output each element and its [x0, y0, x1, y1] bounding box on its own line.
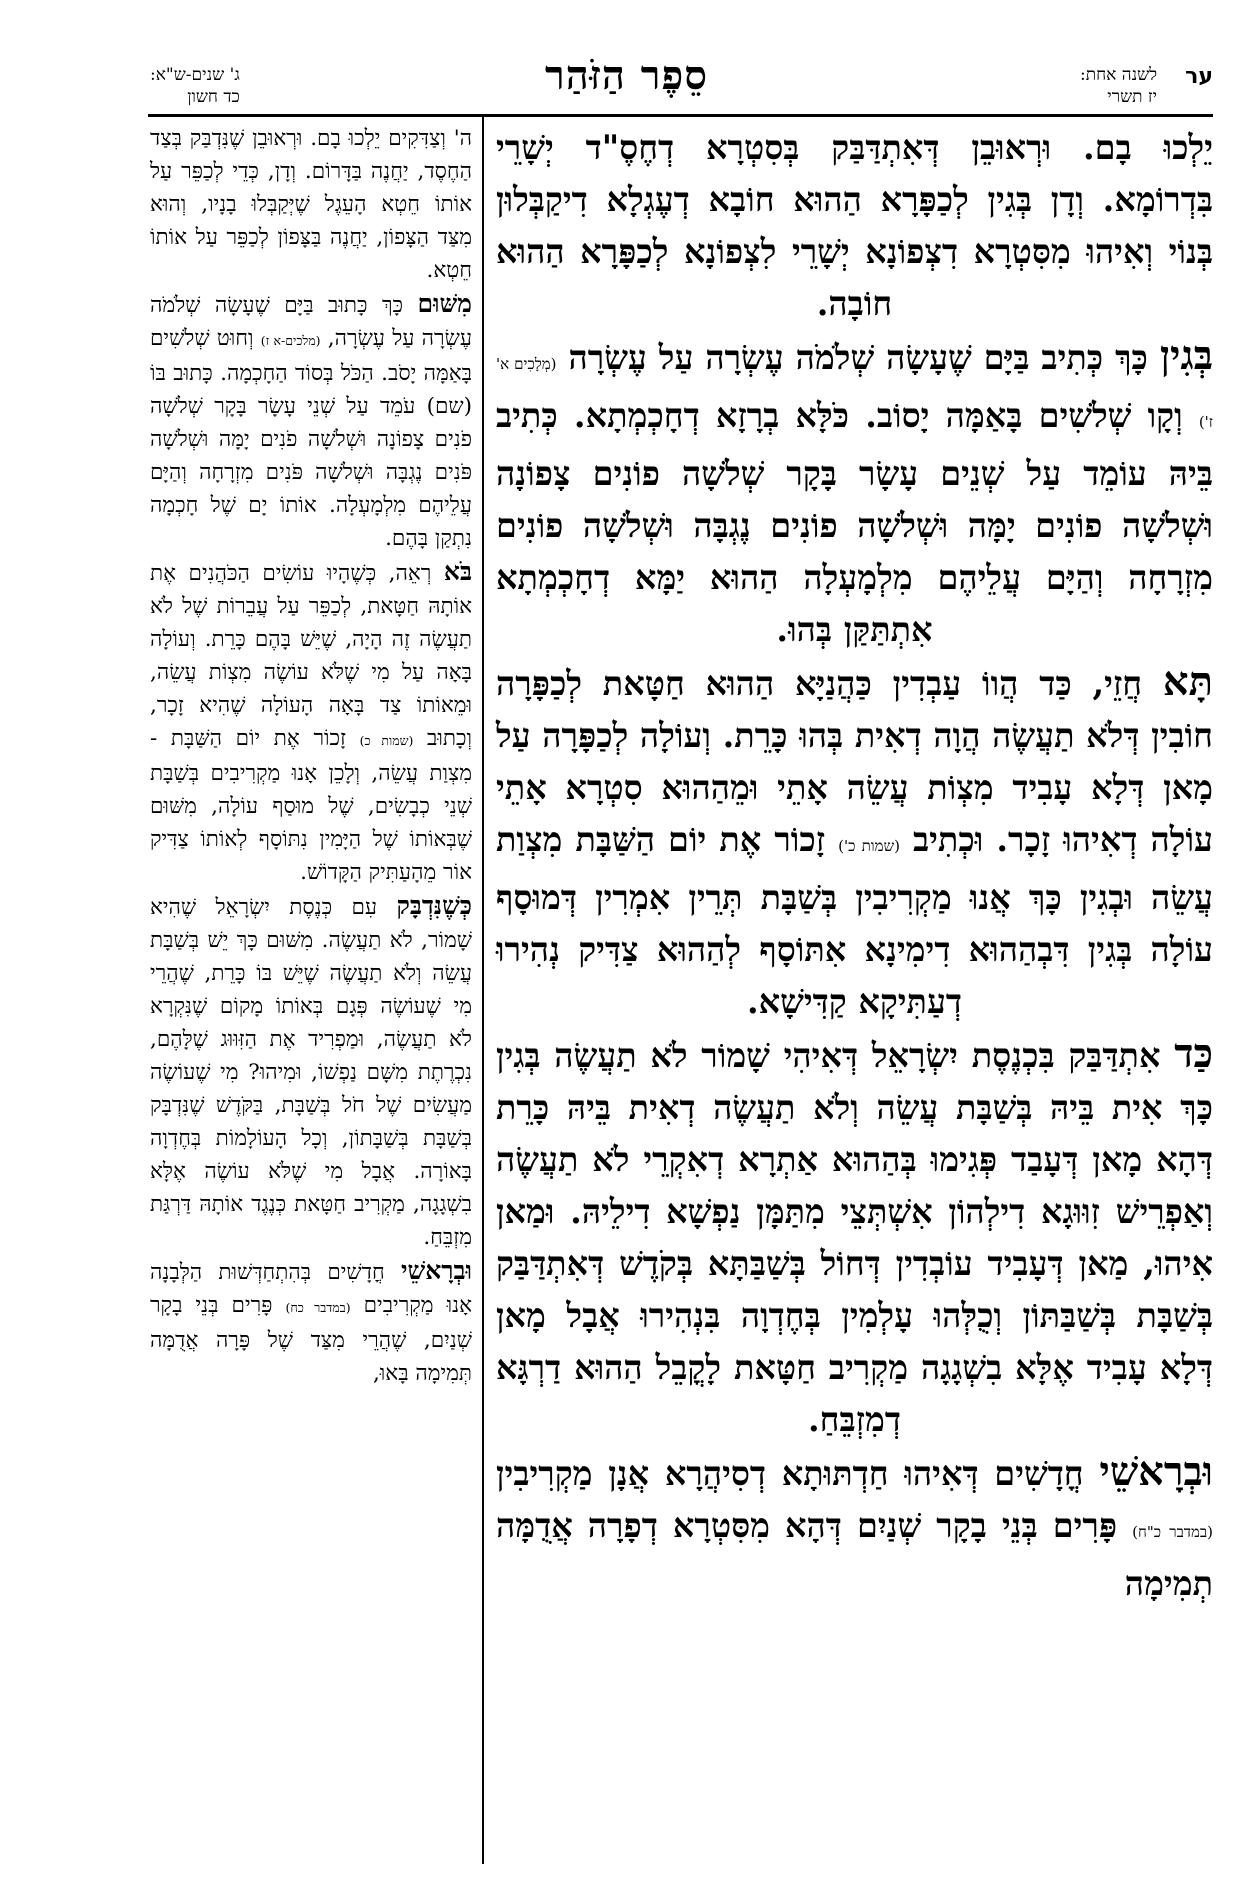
paragraph-text-continued: זָכוֹר אֶת יוֹם הַשַּׁבָּת - מִצְוַת עֲשֵׂה, וְלָכֵן אָנוּ מַקְרִיבִים בְּשַׁבָּת שְׁנֵי כְבָשִׂים, שֶׁל מוּסַף עוֹלָה, מִשּׁוּם שֶׁבְּאוֹתוֹ שֶׁל הַיָּמִין נִתּוֹסָף לְאוֹתוֹ צַדִּיק אוֹר מֵהָעַתִּיק הַקָּדוֹשׁ.	[150, 726, 472, 885]
source-reference: (מלכים-א ז)	[260, 333, 321, 348]
paragraph-text: רְאֵה, כְּשֶׁהָיוּ עוֹשִׂים הַכֹּהֲנִים אֶת אוֹתָהּ חַטָּאת, לְכַפֵּר עַל עֲבֵרוֹת שֶׁל לֹא תַעֲשֶׂה זֶה הָיָה, שֶׁיֵּשׁ בָּהֶם כָּרֵת. וְעוֹלָה בָּאָה עַל מִי שֶׁלֹּא עוֹשֶׂה מִצְוֹת עֲשֵׂה, וּמֵאוֹתוֹ צַד בָּאָה הָעוֹלָה שֶׁהִיא זָכָר, וְכָתוּב	[150, 561, 472, 751]
paragraph-text-continued: זָכוֹר אֶת יוֹם הַשַּׁבָּת מִצְוַת עֲשֵׂה וּבְגִין כָּךְ אֲנוּ מַקְרִיבִין בְּשַׁבָּת תְּרֵין אִמְרִין דְּמוּסָף עוֹלָה בְּגִין דִּבְהַהוּא דִימִינָא אִתּוֹסָף לְהַהוּא צַדִּיק נְהִירוּ דְעַתִּיקָא קַדִּישָׁא.	[496, 820, 1213, 1021]
paragraph-lead-word: כְּשֶׁנִּדְבָּק	[396, 891, 472, 920]
main-paragraph	[496, 1446, 1213, 1610]
paragraph-lead-word: וּבְרָאשֵׁי	[400, 1256, 472, 1285]
paragraph-text: כָּךְ כְּתִיב בַּיָּם שֶׁעָשָׂה שְׁלֹמֹה עֶשְׂרָה עַל עֶשְׂרָה	[556, 338, 1160, 377]
source-reference: (שמות כ)	[359, 733, 414, 748]
aramaic-main-column	[496, 120, 1213, 1610]
translation-paragraph	[150, 555, 472, 889]
source-reference: (שמות כ')	[838, 837, 900, 855]
main-paragraph	[496, 330, 1213, 656]
main-paragraph	[496, 656, 1213, 1028]
reading-cycle-label: ג' שנים-ש"א:	[150, 65, 240, 85]
paragraph-text-continued: פָּרִים בְּנֵי בָקָר שְׁנַיִם דְּהָא מִסִּטְרָא דְפָרָה אֲדֻמָּה תְמִימָה	[496, 1506, 1213, 1603]
column-divider	[482, 116, 484, 1864]
source-reference: (במדבר כ"ח)	[1132, 1523, 1213, 1541]
paragraph-text: ה' וְצַדִּקִים יֵלְכוּ בָם. וּרְאוּבֵן שֶׁנִּדְבַּק בְּצַד הַחֶסֶד, יַחֲנֶה בַּדָּרוֹם. וְדָן, כְּדֵי לְכַפֵּר עַל אוֹתוֹ חֵטְא הָעֵגֶל שֶׁיְּקַבְּלוּ בָנָיו, וְהוּא מִצַּד הַצָּפוֹן, יַחֲנֶה בַּצָּפוֹן לְכַפֵּר עַל אוֹתוֹ חֵטְא.	[150, 126, 472, 283]
translation-paragraph	[150, 1254, 472, 1390]
daily-reading-dates-left	[150, 64, 240, 108]
book-title: סֵפֶר הַזֹּהַר	[545, 52, 708, 99]
paragraph-lead-word: תָּא	[1162, 658, 1213, 705]
source-reference: (במדבר כח)	[285, 1300, 351, 1315]
reading-cycle-label: לשנה אחת:	[1080, 65, 1158, 85]
translation-paragraph	[150, 889, 472, 1254]
paragraph-text-continued: פָּרִים בְּנֵי בָקָר שְׁנַיִם, שֶׁהֲרֵי מִצַּד שֶׁל פָּרָה אֲדֻמָּה תְּמִימָה בָּאוּ,	[150, 1293, 472, 1386]
paragraph-lead-word: בְּגִין	[1159, 332, 1213, 379]
page-number: ער	[1185, 64, 1213, 89]
paragraph-lead-word: מִשּׁוּם	[417, 289, 472, 318]
paragraph-lead-word: בֹּא	[443, 557, 472, 586]
paragraph-text: חֳדָשִׁים בְּהִתְחַדְּשׁוּת הַלְּבָנָה אָנוּ מַקְרִיבִים	[150, 1260, 472, 1318]
reading-date: כד חשון	[187, 87, 240, 107]
paragraph-text: עִם כְּנֶסֶת יִשְׂרָאֵל שֶׁהִיא שָׁמוֹר, לֹא תַעֲשֶׂה. מִשּׁוּם כָּךְ יֵשׁ בְּשַׁבָּת עֲשֵׂה וְלֹא תַעֲשֶׂה שֶׁיֵּשׁ בּוֹ כָּרֵת, שֶׁהֲרֵי מִי שֶׁעוֹשֶׂה פְּגָם בְּאוֹתוֹ מָקוֹם שֶׁנִּקְרָא לֹא תַעֲשֶׂה, וּמַפְרִיד אֶת הַזִּוּוּג שֶׁלָּהֶם, נִכְרֶתֶת מִשָּׁם נַפְשׁוֹ, וּמִיהוּ? מִי שֶׁעוֹשֶׂה מַעֲשִׂים שֶׁל חֹל בְּשַׁבָּת, בַּקֹּדֶשׁ שֶׁנִּדְבָּק בְּשַׁבָּת בְּשַׁבָּתוֹן, וְכָל הָעוֹלָמוֹת בְּחֶדְוָה בָּאוֹרָה. אֲבָל מִי שֶׁלֹּא עוֹשֶׂה אֶלָּא בִשְׁגָגָה, מַקְרִיב חַטָּאת כְּנֶגֶד אוֹתָהּ דַּרְגַּת מִזְבֵּחַ.	[150, 895, 472, 1250]
paragraph-text: חֳדָשִׁים דְּאִיהוּ חַדְתּוּתָא דְסִיהֲרָא אֲנָן מַקְרִיבִין	[496, 1454, 1100, 1493]
paragraph-text: אִתְדַּבַּק בִּכְנֶסֶת יִשְׂרָאֵל דְּאִיהִי שָׁמוֹר לֹא תַעֲשֶׂה בְּגִין כָּךְ אִית בֵּיהּ בְּשַׁבָּת עֲשֵׂה וְלֹא תַעֲשֶׂה דְאִית בֵּיהּ כָּרֵת דְּהָא מָאן דְּעָבַד פְּגִימוּ בְּהַהוּא אַתְרָא דְאִקְרֵי לֹא תַעֲשֶׂה וְאַפְרֵישׁ זִוּוּגָא דִילְהוֹן אִשְׁתְּצֵי מִתַּמָּן נַפְשָׁא דִילֵיהּ. וּמַאן אִיהוּ, מַאן דְּעָבִיד עוֹבְדִין דְּחוֹל בְּשַׁבַּתָּא בְּקֹדֶשׁ דְּאִתְדַּבַּק בְּשַׁבָּת בְּשַׁבַּתּוֹן וְכֻלְּהוּ עָלְמִין בְּחֶדְוָה בִּנְהִירוּ אֲבָל מָאן דְּלָא עָבִיד אֶלָּא בִשְׁגָגָה מַקְרִיב חַטָּאת לָקֳבֵל הַהוּא דַרְגָּא דְמִזְבֵּחַ.	[496, 1036, 1213, 1439]
source-reference: (מְלָכִים א' ז')	[496, 355, 1213, 431]
main-paragraph	[496, 1028, 1213, 1446]
translation-paragraph	[150, 120, 472, 287]
paragraph-text: יֵלְכוּ בָם. וּרְאוּבֵן דְּאִתְדַּבַּק בְּסִטְרָא דְחֶסֶ"ד יְשָׁרֵי בִּדְרוֹמָא. וְדָן בְּגִין לְכַפָּרָא הַהוּא חוֹבָא דְעֶגְלָא דִיקַבְּלוּן בְּנוֹי וְאִיהוּ מִסִּטְרָא דִצְפוֹנָא יְשָׁרֵי לִצְפוֹנָא לְכַפָּרָא הַהוּא חוֹבָה.	[496, 128, 1213, 323]
translation-paragraph	[150, 287, 472, 555]
paragraph-lead-word: כַּד	[1174, 1030, 1213, 1077]
paragraph-text: חֲזֵי, כַּד הֲווֹ עַבְדִין כַּהֲנַיָּא הַהוּא חַטָּאת לְכַפָּרָה חוֹבִין דְּלֹא תַעֲשֶׂה הֲוָה דְאִית בְּהוּ כָּרֵת. וְעוֹלָה לְכַפָּרָה עַל מָאן דְּלָא עָבִיד מִצְוֹת עֲשֵׂה אָתֵי וּמֵהַהוּא סִטְרָא אָתֵי עוֹלָה דְאִיהוּ זָכָר. וּכְתִיב	[495, 664, 1213, 859]
main-paragraph	[496, 120, 1213, 330]
hebrew-translation-column	[150, 120, 472, 1390]
paragraph-text: כָּךְ כָּתוּב בַּיָּם שֶׁעָשָׂה שְׁלֹמֹה עֶשְׂרָה עַל עֶשְׂרָה,	[150, 293, 472, 351]
paragraph-lead-word: וּבְרָאשֵׁי	[1099, 1448, 1213, 1495]
paragraph-text-continued: וְחוּט שְׁלֹשִׁים בָּאַמָּה יָסֹב. הַכֹּל בְּסוֹד הַחָכְמָה. כָּתוּב בּוֹ (שם) עֹמֵד עַל שְׁנֵי עָשָׂר בָּקָר שְׁלֹשָׁה פֹנִים צָפוֹנָה וּשְׁלֹשָׁה פֹנִים יָמָּה וּשְׁלֹשָׁה פֹּנִים נֶגְבָּה וּשְׁלֹשָׁה פֹּנִים מִזְרָחָה וְהַיָּם עֲלֵיהֶם מִלְמָעְלָה. אוֹתוֹ יָם שֶׁל חָכְמָה נִתְקַן בָּהֶם.	[150, 326, 472, 551]
reading-date: יז תשרי	[1107, 87, 1158, 107]
header-rule	[148, 114, 1213, 117]
paragraph-text-continued: וְקָו שְׁלֹשִׁים בָּאַמָּה יָסוֹב. כֹּלָּא בְרָזָא דְחָכְמְתָא. כְּתִיב בֵּיהּ עוֹמֵד עַל שְׁנֵים עָשָׂר בָּקָר שְׁלֹשָׁה פוֹנִים צָפוֹנָה וּשְׁלֹשָׁה פוֹנִים יָמָּה וּשְׁלֹשָׁה פוֹנִים נֶגְבָּה וּשְׁלֹשָׁה פוֹנִים מִזְרָחָה וְהַיָּם עֲלֵיהֶם מִלְמָעְלָה הַהוּא יַמָּא דְחָכְמְתָא אִתְתַּקַּן בְּהוּ.	[496, 396, 1213, 649]
